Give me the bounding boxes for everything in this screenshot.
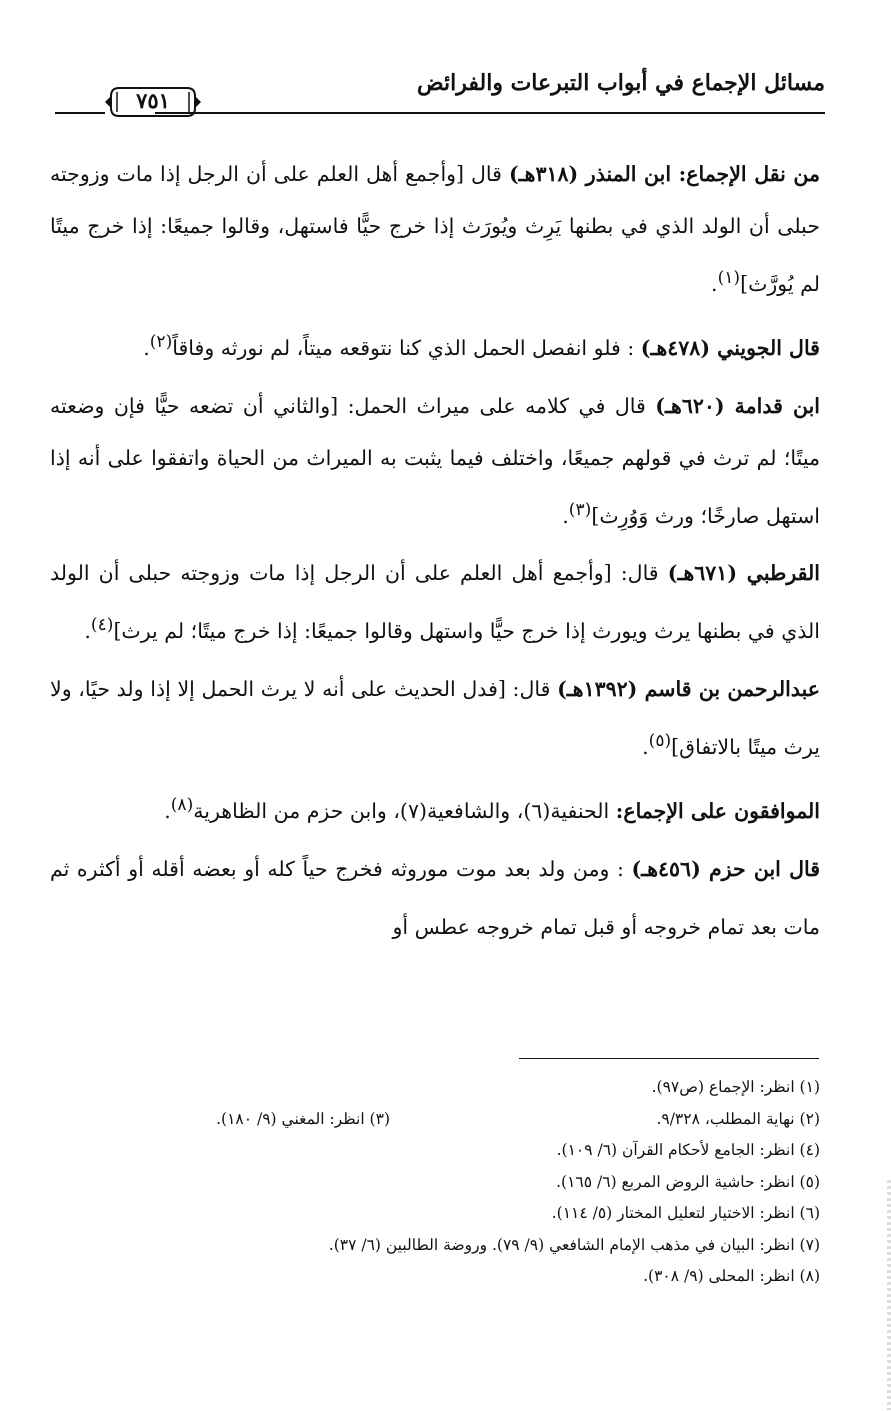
paragraph-end: . [143, 335, 150, 360]
footnote-row [60, 1230, 820, 1262]
footnote-3: (٣) انظر: المغني (٩/ ١٨٠). [216, 1109, 390, 1128]
footnote-ref: (٤) [90, 615, 114, 636]
footnote-ref: (١) [717, 268, 741, 288]
page-number-ornament [105, 82, 201, 122]
main-text [50, 148, 820, 959]
paragraph-ibn-hazm [50, 843, 820, 953]
paragraph-ibn-qudamah [50, 380, 820, 542]
footnote-ref: (٥) [648, 731, 672, 752]
paragraph-lead: عبدالرحمن بن قاسم (١٣٩٢هـ) [557, 677, 820, 702]
paragraph-al-qurtubi [50, 547, 820, 657]
footnote-row [60, 1261, 820, 1293]
paragraph-lead: القرطبي (٦٧١هـ) [667, 561, 820, 586]
footnote-row [60, 1198, 820, 1230]
header-rule [155, 112, 825, 114]
page-header [55, 60, 825, 120]
paragraph-text: قال [وأجمع أهل العلم على أن الرجل إذا مات وزوجته حبلى أن الولد الذي في بطنها يَرِث ويُورَث إذا خرج حيًّا فاستهل، وقالوا جميعًا: إذا خرج ميتًا لم يُورَّث] [50, 162, 820, 296]
paragraph-end: . [642, 735, 649, 760]
footnote-row [60, 1135, 820, 1167]
footnote-7: (٧) انظر: البيان في مذهب الإمام الشافعي (٩/ ٧٩). وروضة الطالبين (٦/ ٣٧). [328, 1235, 820, 1254]
footnote-ref: (٣) [568, 499, 592, 520]
paragraph-end: . [711, 271, 718, 296]
paragraph-lead: ابن قدامة (٦٢٠هـ) [655, 393, 820, 418]
paragraph-lead: من نقل الإجماع: ابن المنذر (٣١٨هـ) [508, 162, 820, 186]
paragraph-text: قال في كلامه على ميراث الحمل: [والثاني أن تضعه حيًّا فإن وضعته ميتًا؛ لم ترث في قولهم جميعًا، واختلف فيما يثبت به الميراث من الحياة واتفقوا على أنه إذا استهل صارخًا؛ ورث وَوُرِث] [50, 393, 820, 528]
footnote-row [60, 1104, 820, 1136]
paragraph-text: : فلو انفصل الحمل الذي كنا نتوقعه ميتاً، لم نورثه وفاقاً [172, 335, 641, 360]
footnote-2: (٢) نهاية المطلب، ٩/٣٢٨. [656, 1109, 820, 1128]
footnote-ref: (٢) [149, 331, 173, 352]
paragraph-end: . [164, 798, 171, 823]
footnote-row [60, 1072, 820, 1104]
paragraph-ibn-qasim [50, 663, 820, 773]
footnote-4: (٤) انظر: الجامع لأحكام القرآن (٦/ ١٠٩). [556, 1141, 820, 1159]
paragraph-ibn-al-mundhir [50, 148, 820, 310]
paragraph-end: . [84, 619, 91, 644]
paragraph-lead: قال الجويني (٤٧٨هـ) [640, 335, 820, 360]
paragraph-text: : ومن ولد بعد موت موروثه فخرج حياً كله أو بعضه أقله أو أكثره ثم مات بعد تمام خروجه أو قبل تمام خروجه عطس أو [50, 856, 820, 939]
binding-edge [887, 1180, 891, 1410]
footnote-separator [519, 1058, 819, 1059]
header-left-rule [55, 112, 105, 114]
paragraph-text: قال: [وأجمع أهل العلم على أن الرجل إذا مات وزوجته حبلى أن الولد الذي في بطنها يرث ويورث إذا خرج حيًّا واستهل وقالوا جميعًا: إذا خرج ميتًا؛ لم يرث] [50, 561, 820, 644]
paragraph-lead: الموافقون على الإجماع: [615, 798, 820, 823]
footnotes [60, 1072, 820, 1293]
footnote-1: (١) انظر: الإجماع (ص٩٧). [651, 1078, 820, 1096]
paragraph-end: . [562, 503, 569, 528]
paragraph-lead: قال ابن حزم (٤٥٦هـ) [631, 856, 821, 881]
paragraph-al-juwayni [50, 316, 820, 374]
footnote-5: (٥) انظر: حاشية الروض المربع (٦/ ١٦٥). [556, 1172, 820, 1191]
paragraph-text: قال: [فدل الحديث على أنه لا يرث الحمل إلا إذا ولد حيًا، ولا يرث ميتًا بالاتفاق] [50, 677, 820, 760]
paragraph-agreeing-schools [50, 779, 820, 837]
footnote-6: (٦) انظر: الاختيار لتعليل المختار (٥/ ١١٤). [551, 1204, 820, 1222]
page-number: ٧٥١ [136, 88, 170, 113]
footnote-8: (٨) انظر: المحلى (٩/ ٣٠٨). [643, 1267, 820, 1285]
footnote-ref: (٨) [170, 795, 194, 816]
footnote-row [60, 1167, 820, 1199]
running-title: مسائل الإجماع في أبواب التبرعات والفرائض [417, 70, 825, 96]
paragraph-text: الحنفية(٦)، والشافعية(٧)، وابن حزم من الظاهرية [193, 798, 616, 823]
